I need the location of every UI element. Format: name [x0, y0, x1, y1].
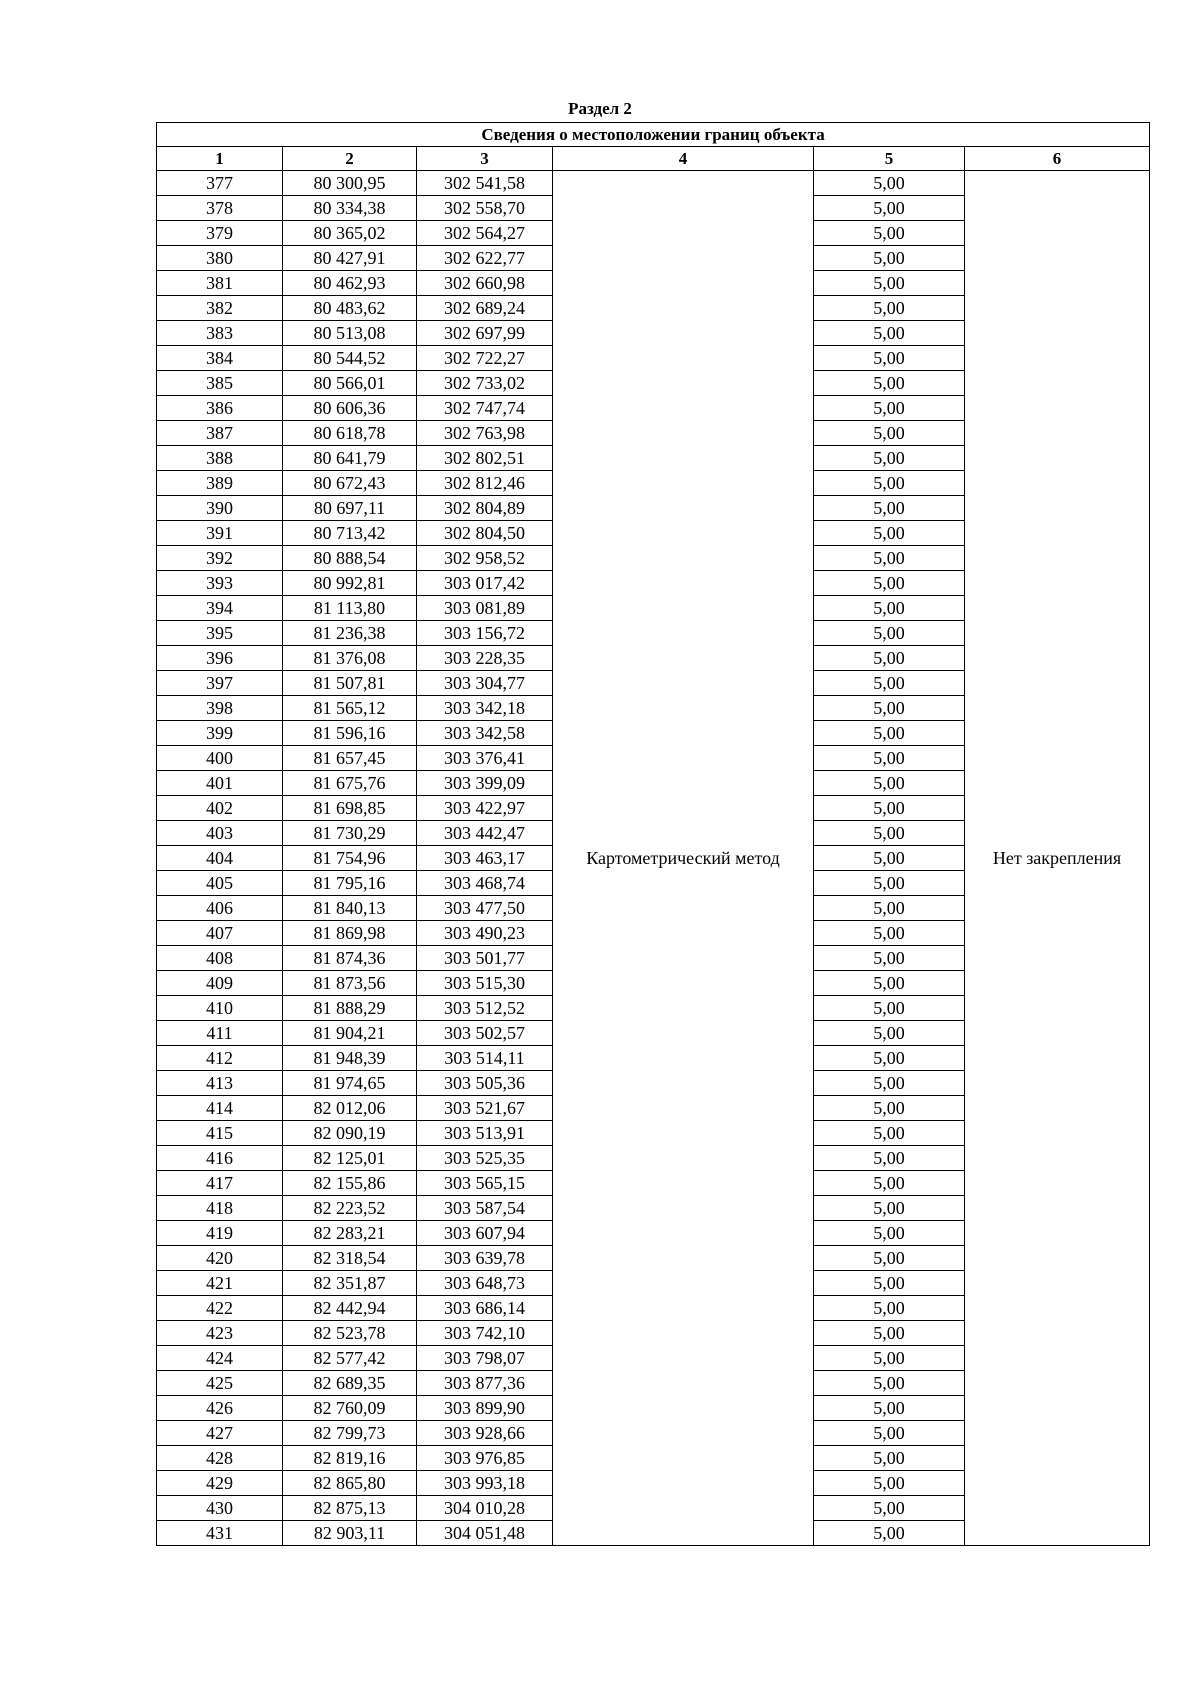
y-coordinate-cell: 303 468,74 [417, 871, 553, 896]
y-coordinate-cell: 303 501,77 [417, 946, 553, 971]
x-coordinate-cell: 81 948,39 [283, 1046, 417, 1071]
point-number-cell: 394 [157, 596, 283, 621]
x-coordinate-cell: 81 657,45 [283, 746, 417, 771]
accuracy-cell: 5,00 [814, 446, 965, 471]
x-coordinate-cell: 80 365,02 [283, 221, 417, 246]
x-coordinate-cell: 81 507,81 [283, 671, 417, 696]
y-coordinate-cell: 302 812,46 [417, 471, 553, 496]
table-row [157, 171, 1150, 196]
table-body [157, 171, 1150, 1546]
accuracy-cell: 5,00 [814, 771, 965, 796]
point-number-cell: 402 [157, 796, 283, 821]
point-number-cell: 399 [157, 721, 283, 746]
accuracy-cell: 5,00 [814, 371, 965, 396]
y-coordinate-cell: 303 607,94 [417, 1221, 553, 1246]
accuracy-cell: 5,00 [814, 1146, 965, 1171]
accuracy-cell: 5,00 [814, 971, 965, 996]
point-number-cell: 422 [157, 1296, 283, 1321]
y-coordinate-cell: 303 513,91 [417, 1121, 553, 1146]
x-coordinate-cell: 80 697,11 [283, 496, 417, 521]
x-coordinate-cell: 80 300,95 [283, 171, 417, 196]
accuracy-cell: 5,00 [814, 1446, 965, 1471]
x-coordinate-cell: 81 376,08 [283, 646, 417, 671]
y-coordinate-cell: 303 490,23 [417, 921, 553, 946]
x-coordinate-cell: 81 888,29 [283, 996, 417, 1021]
y-coordinate-cell: 302 689,24 [417, 296, 553, 321]
column-header: 6 [965, 147, 1150, 171]
accuracy-cell: 5,00 [814, 196, 965, 221]
accuracy-cell: 5,00 [814, 1021, 965, 1046]
y-coordinate-cell: 303 342,18 [417, 696, 553, 721]
point-number-cell: 413 [157, 1071, 283, 1096]
y-coordinate-cell: 303 081,89 [417, 596, 553, 621]
point-number-cell: 397 [157, 671, 283, 696]
point-number-cell: 409 [157, 971, 283, 996]
x-coordinate-cell: 81 974,65 [283, 1071, 417, 1096]
x-coordinate-cell: 82 577,42 [283, 1346, 417, 1371]
x-coordinate-cell: 81 113,80 [283, 596, 417, 621]
y-coordinate-cell: 302 804,89 [417, 496, 553, 521]
column-header: 1 [157, 147, 283, 171]
accuracy-cell: 5,00 [814, 171, 965, 196]
x-coordinate-cell: 80 606,36 [283, 396, 417, 421]
x-coordinate-cell: 80 672,43 [283, 471, 417, 496]
accuracy-cell: 5,00 [814, 1121, 965, 1146]
accuracy-cell: 5,00 [814, 571, 965, 596]
y-coordinate-cell: 303 342,58 [417, 721, 553, 746]
x-coordinate-cell: 81 869,98 [283, 921, 417, 946]
y-coordinate-cell: 303 877,36 [417, 1371, 553, 1396]
y-coordinate-cell: 303 442,47 [417, 821, 553, 846]
y-coordinate-cell: 303 565,15 [417, 1171, 553, 1196]
y-coordinate-cell: 303 502,57 [417, 1021, 553, 1046]
x-coordinate-cell: 82 155,86 [283, 1171, 417, 1196]
accuracy-cell: 5,00 [814, 646, 965, 671]
point-number-cell: 393 [157, 571, 283, 596]
x-coordinate-cell: 82 903,11 [283, 1521, 417, 1546]
caption-row [157, 123, 1150, 147]
x-coordinate-cell: 81 236,38 [283, 621, 417, 646]
accuracy-cell: 5,00 [814, 946, 965, 971]
y-coordinate-cell: 302 660,98 [417, 271, 553, 296]
accuracy-cell: 5,00 [814, 821, 965, 846]
point-number-cell: 427 [157, 1421, 283, 1446]
x-coordinate-cell: 81 754,96 [283, 846, 417, 871]
x-coordinate-cell: 82 799,73 [283, 1421, 417, 1446]
accuracy-cell: 5,00 [814, 496, 965, 521]
point-number-cell: 400 [157, 746, 283, 771]
accuracy-cell: 5,00 [814, 221, 965, 246]
accuracy-cell: 5,00 [814, 746, 965, 771]
accuracy-cell: 5,00 [814, 1296, 965, 1321]
y-coordinate-cell: 303 304,77 [417, 671, 553, 696]
column-header: 5 [814, 147, 965, 171]
accuracy-cell: 5,00 [814, 1471, 965, 1496]
point-number-cell: 389 [157, 471, 283, 496]
x-coordinate-cell: 81 565,12 [283, 696, 417, 721]
point-number-cell: 426 [157, 1396, 283, 1421]
point-number-cell: 395 [157, 621, 283, 646]
y-coordinate-cell: 304 010,28 [417, 1496, 553, 1521]
boundary-coordinates-table [156, 122, 1150, 1546]
point-number-cell: 378 [157, 196, 283, 221]
accuracy-cell: 5,00 [814, 696, 965, 721]
accuracy-cell: 5,00 [814, 546, 965, 571]
x-coordinate-cell: 80 566,01 [283, 371, 417, 396]
accuracy-cell: 5,00 [814, 1371, 965, 1396]
x-coordinate-cell: 82 283,21 [283, 1221, 417, 1246]
point-number-cell: 384 [157, 346, 283, 371]
x-coordinate-cell: 82 523,78 [283, 1321, 417, 1346]
x-coordinate-cell: 81 904,21 [283, 1021, 417, 1046]
x-coordinate-cell: 81 795,16 [283, 871, 417, 896]
y-coordinate-cell: 303 587,54 [417, 1196, 553, 1221]
accuracy-cell: 5,00 [814, 621, 965, 646]
y-coordinate-cell: 303 742,10 [417, 1321, 553, 1346]
y-coordinate-cell: 303 017,42 [417, 571, 553, 596]
x-coordinate-cell: 80 427,91 [283, 246, 417, 271]
method-cell: Картометрический метод [553, 171, 814, 1546]
point-number-cell: 403 [157, 821, 283, 846]
x-coordinate-cell: 82 125,01 [283, 1146, 417, 1171]
y-coordinate-cell: 303 422,97 [417, 796, 553, 821]
accuracy-cell: 5,00 [814, 421, 965, 446]
column-header: 2 [283, 147, 417, 171]
point-number-cell: 421 [157, 1271, 283, 1296]
point-number-cell: 420 [157, 1246, 283, 1271]
point-number-cell: 407 [157, 921, 283, 946]
x-coordinate-cell: 82 012,06 [283, 1096, 417, 1121]
x-coordinate-cell: 81 730,29 [283, 821, 417, 846]
y-coordinate-cell: 302 802,51 [417, 446, 553, 471]
y-coordinate-cell: 302 804,50 [417, 521, 553, 546]
y-coordinate-cell: 302 558,70 [417, 196, 553, 221]
y-coordinate-cell: 303 505,36 [417, 1071, 553, 1096]
y-coordinate-cell: 302 697,99 [417, 321, 553, 346]
accuracy-cell: 5,00 [814, 846, 965, 871]
accuracy-cell: 5,00 [814, 246, 965, 271]
point-number-cell: 387 [157, 421, 283, 446]
x-coordinate-cell: 81 840,13 [283, 896, 417, 921]
x-coordinate-cell: 80 641,79 [283, 446, 417, 471]
x-coordinate-cell: 80 483,62 [283, 296, 417, 321]
point-number-cell: 424 [157, 1346, 283, 1371]
column-header: 3 [417, 147, 553, 171]
accuracy-cell: 5,00 [814, 1421, 965, 1446]
y-coordinate-cell: 303 512,52 [417, 996, 553, 1021]
y-coordinate-cell: 303 477,50 [417, 896, 553, 921]
point-number-cell: 417 [157, 1171, 283, 1196]
x-coordinate-cell: 82 865,80 [283, 1471, 417, 1496]
y-coordinate-cell: 303 525,35 [417, 1146, 553, 1171]
y-coordinate-cell: 303 514,11 [417, 1046, 553, 1071]
point-number-cell: 423 [157, 1321, 283, 1346]
x-coordinate-cell: 82 442,94 [283, 1296, 417, 1321]
accuracy-cell: 5,00 [814, 671, 965, 696]
y-coordinate-cell: 302 564,27 [417, 221, 553, 246]
x-coordinate-cell: 82 223,52 [283, 1196, 417, 1221]
point-number-cell: 381 [157, 271, 283, 296]
accuracy-cell: 5,00 [814, 271, 965, 296]
point-number-cell: 401 [157, 771, 283, 796]
x-coordinate-cell: 82 819,16 [283, 1446, 417, 1471]
point-number-cell: 380 [157, 246, 283, 271]
y-coordinate-cell: 303 376,41 [417, 746, 553, 771]
x-coordinate-cell: 80 713,42 [283, 521, 417, 546]
column-header-row [157, 147, 1150, 171]
y-coordinate-cell: 303 899,90 [417, 1396, 553, 1421]
y-coordinate-cell: 303 463,17 [417, 846, 553, 871]
point-number-cell: 382 [157, 296, 283, 321]
accuracy-cell: 5,00 [814, 396, 965, 421]
y-coordinate-cell: 304 051,48 [417, 1521, 553, 1546]
accuracy-cell: 5,00 [814, 1196, 965, 1221]
point-number-cell: 416 [157, 1146, 283, 1171]
point-number-cell: 412 [157, 1046, 283, 1071]
y-coordinate-cell: 303 399,09 [417, 771, 553, 796]
point-number-cell: 405 [157, 871, 283, 896]
accuracy-cell: 5,00 [814, 1246, 965, 1271]
x-coordinate-cell: 80 462,93 [283, 271, 417, 296]
y-coordinate-cell: 303 686,14 [417, 1296, 553, 1321]
point-number-cell: 408 [157, 946, 283, 971]
point-number-cell: 410 [157, 996, 283, 1021]
x-coordinate-cell: 80 513,08 [283, 321, 417, 346]
x-coordinate-cell: 81 874,36 [283, 946, 417, 971]
accuracy-cell: 5,00 [814, 796, 965, 821]
point-number-cell: 377 [157, 171, 283, 196]
y-coordinate-cell: 302 622,77 [417, 246, 553, 271]
point-number-cell: 425 [157, 1371, 283, 1396]
accuracy-cell: 5,00 [814, 1221, 965, 1246]
accuracy-cell: 5,00 [814, 1071, 965, 1096]
x-coordinate-cell: 82 351,87 [283, 1271, 417, 1296]
point-number-cell: 392 [157, 546, 283, 571]
point-number-cell: 385 [157, 371, 283, 396]
table-caption: Сведения о местоположении границ объекта [157, 123, 1150, 147]
x-coordinate-cell: 80 544,52 [283, 346, 417, 371]
point-number-cell: 388 [157, 446, 283, 471]
point-number-cell: 404 [157, 846, 283, 871]
point-number-cell: 383 [157, 321, 283, 346]
point-number-cell: 386 [157, 396, 283, 421]
y-coordinate-cell: 302 763,98 [417, 421, 553, 446]
x-coordinate-cell: 82 875,13 [283, 1496, 417, 1521]
fixing-cell: Нет закрепления [965, 171, 1150, 1546]
accuracy-cell: 5,00 [814, 996, 965, 1021]
accuracy-cell: 5,00 [814, 871, 965, 896]
accuracy-cell: 5,00 [814, 521, 965, 546]
accuracy-cell: 5,00 [814, 1396, 965, 1421]
y-coordinate-cell: 303 228,35 [417, 646, 553, 671]
section-title: Раздел 2 [568, 99, 632, 118]
accuracy-cell: 5,00 [814, 1271, 965, 1296]
y-coordinate-cell: 303 993,18 [417, 1471, 553, 1496]
x-coordinate-cell: 81 675,76 [283, 771, 417, 796]
accuracy-cell: 5,00 [814, 1046, 965, 1071]
y-coordinate-cell: 303 639,78 [417, 1246, 553, 1271]
x-coordinate-cell: 82 689,35 [283, 1371, 417, 1396]
accuracy-cell: 5,00 [814, 896, 965, 921]
x-coordinate-cell: 82 318,54 [283, 1246, 417, 1271]
y-coordinate-cell: 303 798,07 [417, 1346, 553, 1371]
accuracy-cell: 5,00 [814, 296, 965, 321]
point-number-cell: 431 [157, 1521, 283, 1546]
accuracy-cell: 5,00 [814, 346, 965, 371]
point-number-cell: 411 [157, 1021, 283, 1046]
y-coordinate-cell: 302 722,27 [417, 346, 553, 371]
point-number-cell: 430 [157, 1496, 283, 1521]
x-coordinate-cell: 80 618,78 [283, 421, 417, 446]
y-coordinate-cell: 302 958,52 [417, 546, 553, 571]
point-number-cell: 428 [157, 1446, 283, 1471]
point-number-cell: 406 [157, 896, 283, 921]
y-coordinate-cell: 302 541,58 [417, 171, 553, 196]
accuracy-cell: 5,00 [814, 1171, 965, 1196]
x-coordinate-cell: 80 334,38 [283, 196, 417, 221]
y-coordinate-cell: 303 515,30 [417, 971, 553, 996]
accuracy-cell: 5,00 [814, 1346, 965, 1371]
point-number-cell: 418 [157, 1196, 283, 1221]
x-coordinate-cell: 82 760,09 [283, 1396, 417, 1421]
column-header: 4 [553, 147, 814, 171]
y-coordinate-cell: 302 747,74 [417, 396, 553, 421]
point-number-cell: 391 [157, 521, 283, 546]
accuracy-cell: 5,00 [814, 471, 965, 496]
y-coordinate-cell: 303 648,73 [417, 1271, 553, 1296]
y-coordinate-cell: 302 733,02 [417, 371, 553, 396]
y-coordinate-cell: 303 976,85 [417, 1446, 553, 1471]
point-number-cell: 379 [157, 221, 283, 246]
x-coordinate-cell: 80 992,81 [283, 571, 417, 596]
x-coordinate-cell: 81 873,56 [283, 971, 417, 996]
accuracy-cell: 5,00 [814, 721, 965, 746]
x-coordinate-cell: 80 888,54 [283, 546, 417, 571]
point-number-cell: 419 [157, 1221, 283, 1246]
y-coordinate-cell: 303 156,72 [417, 621, 553, 646]
x-coordinate-cell: 81 698,85 [283, 796, 417, 821]
x-coordinate-cell: 82 090,19 [283, 1121, 417, 1146]
accuracy-cell: 5,00 [814, 1521, 965, 1546]
point-number-cell: 396 [157, 646, 283, 671]
y-coordinate-cell: 303 521,67 [417, 1096, 553, 1121]
accuracy-cell: 5,00 [814, 921, 965, 946]
point-number-cell: 415 [157, 1121, 283, 1146]
y-coordinate-cell: 303 928,66 [417, 1421, 553, 1446]
x-coordinate-cell: 81 596,16 [283, 721, 417, 746]
accuracy-cell: 5,00 [814, 1321, 965, 1346]
point-number-cell: 414 [157, 1096, 283, 1121]
accuracy-cell: 5,00 [814, 596, 965, 621]
accuracy-cell: 5,00 [814, 321, 965, 346]
accuracy-cell: 5,00 [814, 1496, 965, 1521]
point-number-cell: 390 [157, 496, 283, 521]
point-number-cell: 429 [157, 1471, 283, 1496]
accuracy-cell: 5,00 [814, 1096, 965, 1121]
point-number-cell: 398 [157, 696, 283, 721]
